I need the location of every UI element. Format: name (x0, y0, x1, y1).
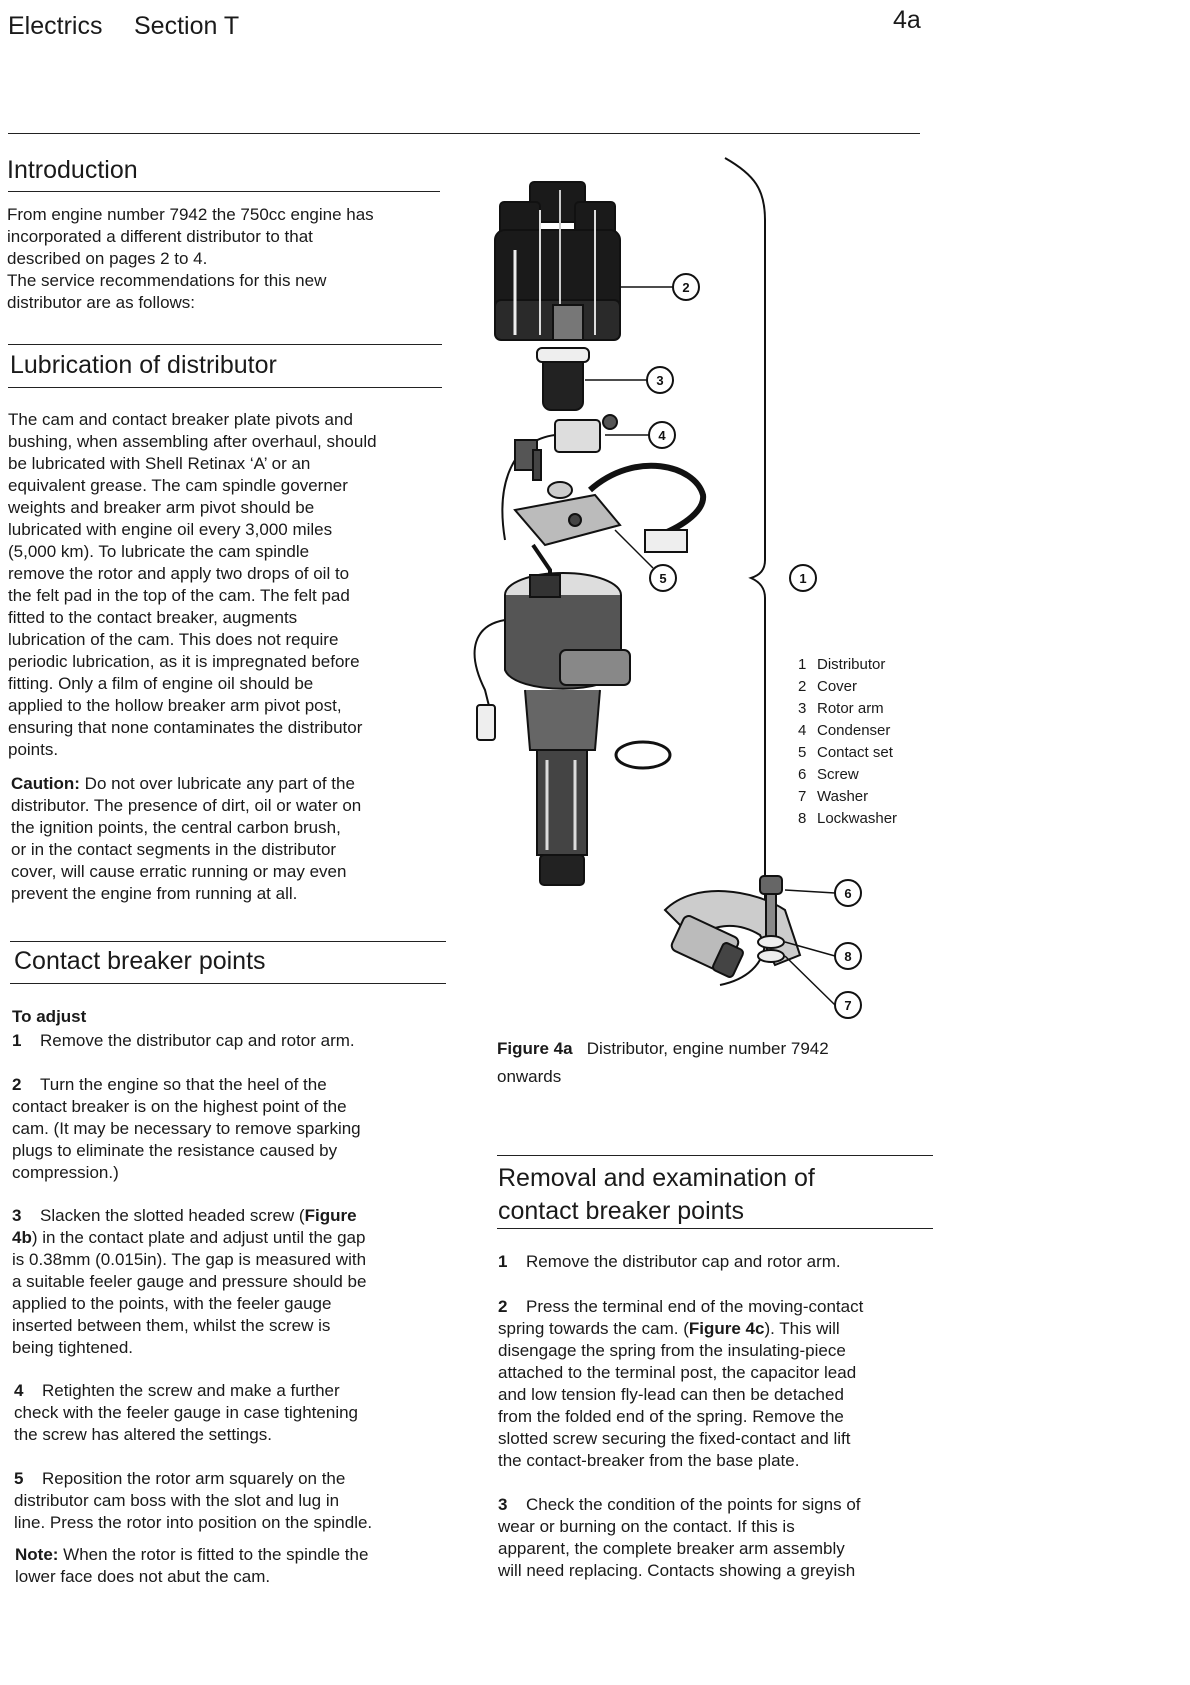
adjust-step-3: 3 Slacken the slotted headed screw (Figure 4b) in the contact plate and adjust until the gap is 0.38mm (0.015in). The gap is measured with a suitable feeler gauge and pressure should be applied to the points, with the feeler gauge inserted between them, whilst the screw is being tightened. (12, 1206, 367, 1357)
adjust-step-1: 1 Remove the distributor cap and rotor arm. (12, 1031, 355, 1050)
removal-step-1: 1 Remove the distributor cap and rotor arm. (498, 1252, 841, 1271)
page-number: 4a (893, 6, 921, 34)
callout-2 (673, 274, 699, 300)
callout-leader-6 (785, 890, 835, 893)
callout-5 (650, 565, 676, 591)
callout-2-label: 2 (682, 280, 690, 295)
header-section-name: Electrics (8, 12, 103, 40)
top-rule (8, 133, 920, 134)
legend-item: 3 Rotor arm (798, 700, 884, 717)
note-paragraph: Note: When the rotor is fitted to the spindle the lower face does not abut the cam. (15, 1545, 369, 1586)
distributor-exploded-diagram (455, 150, 935, 1020)
adjust-step-2: 2 Turn the engine so that the heel of the contact breaker is on the highest point of the cam. (It may be necessary to remove sparking plugs to eliminate the resistance caused by compression.) (12, 1075, 361, 1182)
figure-legend (798, 654, 897, 830)
adjust-step-5: 5 Reposition the rotor arm squarely on the distributor cam boss with the slot and lug in line. Press the rotor into position on the spindle. (14, 1469, 373, 1532)
contact-rule-top (10, 941, 446, 942)
to-adjust-subheading: To adjust (12, 1007, 87, 1026)
callout-3-label: 3 (656, 373, 664, 388)
callout-4 (649, 422, 675, 448)
callout-6 (835, 880, 861, 906)
caution-label: Caution: (11, 774, 80, 793)
lubrication-paragraph: The cam and contact breaker plate pivots and bushing, when assembling after overhaul, should be lubricated with Shell Retinax ‘A’ or an equivalent grease. The cam spindle governer weights and breaker arm pivot should be lubricated with engine oil every 3,000 miles (5,000 km). To lubricate the cam spindle remove the rotor and apply two drops of oil to the felt pad in the top of the cam. The felt pad fitted to the contact breaker, augments lubrication of the cam. This does not require periodic lubrication, as it is impregnated before fitting. Only a film of engine oil should be applied to the hollow breaker arm pivot post, ensuring that none contaminates the distributor points. (8, 410, 377, 759)
note-label: Note: (15, 1545, 59, 1564)
removal-rule-bottom (497, 1228, 933, 1229)
removal-step-2: 2 Press the terminal end of the moving-contact spring towards the cam. (Figure 4c). This will disengage the spring from the insulating-piece attached to the terminal post, the capacitor lead and low tension fly-lead can then be detached from the folded end of the spring. Remove the slotted screw securing the fixed-contact and lift the contact-breaker from the base plate. (498, 1297, 864, 1470)
intro-paragraph: From engine number 7942 the 750cc engine has incorporated a different distributor to that described on pages 2 to 4. The service recommendations for this new distributor are as follows: (7, 205, 374, 312)
removal-step-3: 3 Check the condition of the points for signs of wear or burning on the contact. If this is apparent, the complete breaker arm assembly will need replacing. Contacts showing a greyish (498, 1495, 861, 1580)
removal-rule-top (497, 1155, 933, 1156)
callout-1-label: 1 (799, 571, 807, 586)
rotor-arm-illustration (537, 348, 589, 410)
callout-7 (835, 992, 861, 1018)
distributor-cap-illustration (495, 182, 620, 340)
callout-6-label: 6 (844, 886, 852, 901)
callout-5-label: 5 (659, 571, 667, 586)
figure-caption: Figure 4a Distributor, engine number 7942 onwards (497, 1039, 829, 1086)
lubrication-rule-bottom (8, 387, 442, 388)
contact-heading: Contact breaker points (14, 947, 266, 975)
callout-4-label: 4 (658, 428, 666, 443)
lubrication-rule-top (8, 344, 442, 345)
adjust-step-4: 4 Retighten the screw and make a further check with the feeler gauge in case tightening the screw has altered the settings. (14, 1381, 359, 1444)
callout-8-label: 8 (844, 949, 852, 964)
intro-rule (8, 191, 440, 192)
callout-7-label: 7 (844, 998, 852, 1013)
legend-item: 6 Screw (798, 766, 859, 783)
callout-3 (647, 367, 673, 393)
contact-rule-bottom (10, 983, 446, 984)
legend-item: 5 Contact set (798, 744, 893, 761)
figure-caption-label: Figure 4a (497, 1039, 573, 1058)
header-section-letter: Section T (134, 12, 240, 40)
legend-item: 2 Cover (798, 678, 858, 695)
legend-item: 4 Condenser (798, 722, 891, 739)
callout-1 (790, 565, 816, 591)
callout-8 (835, 943, 861, 969)
intro-heading: Introduction (7, 156, 138, 184)
contact-set-illustration (515, 450, 703, 590)
o-ring-illustration (616, 742, 670, 768)
legend-item: 8 Lockwasher (798, 810, 898, 827)
legend-item: 1 Distributor (798, 656, 886, 673)
screw-washer-illustration (665, 876, 800, 978)
lubrication-heading: Lubrication of distributor (10, 351, 277, 379)
distributor-body-illustration (475, 573, 630, 885)
callout-leader-7 (785, 956, 835, 1005)
removal-heading: Removal and examination of contact breaker points (498, 1164, 815, 1225)
caution-paragraph: Caution: Do not over lubricate any part of the distributor. The presence of dirt, oil or water on the ignition points, the central carbon brush, or in the contact segments in the distributor cover, will cause erratic running or may even prevent the engine from running at all. (11, 774, 362, 903)
legend-item: 7 Washer (798, 788, 869, 805)
distributor-bracket (720, 158, 765, 985)
